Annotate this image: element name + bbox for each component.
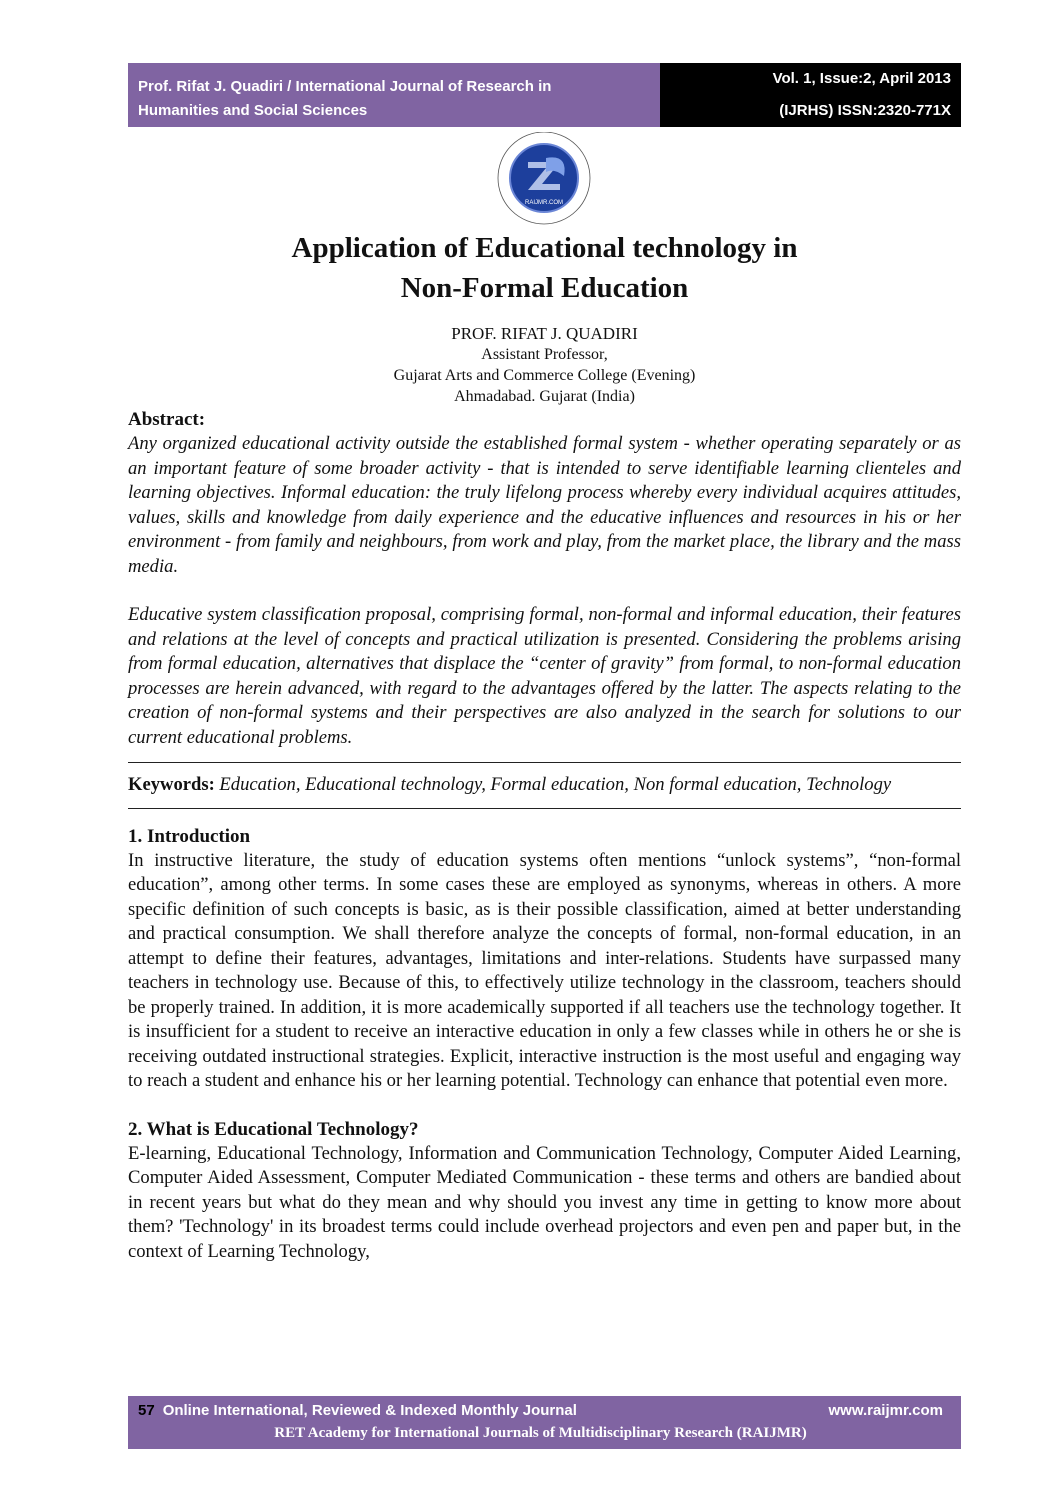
header-volume-info	[660, 63, 961, 127]
page-footer	[128, 1396, 961, 1449]
page-number: 57	[138, 1402, 155, 1419]
author-position: Assistant Professor,	[481, 346, 608, 363]
abstract-heading: Abstract:	[128, 409, 206, 430]
author-block	[128, 323, 961, 407]
section-2-text: E-learning, Educational Technology, Information and Communication Technology, Computer Aided Learning, Computer Aided Assessment, Computer Mediated Communication - these terms and others are bandied about in recent years but what do they mean and why should you invest any time in getting to know more about them? 'Technology' in its broadest terms could include overhead projectors and even pen and paper but, in the context of Learning Technology,	[128, 1142, 961, 1262]
paper-title	[128, 228, 961, 308]
page-header	[128, 63, 961, 127]
title-line2: Non-Formal Education	[400, 272, 689, 304]
section-2-heading: 2. What is Educational Technology?	[128, 1118, 419, 1140]
author-name: PROF. RIFAT J. QUADIRI	[451, 324, 638, 343]
header-right-line1: Vol. 1, Issue:2, April 2013	[772, 70, 951, 87]
header-left-line2: Humanities and Social Sciences	[138, 102, 368, 119]
main-content	[128, 408, 961, 1264]
section-1-text: In instructive literature, the study of education systems often mentions “unlock systems”, “non-formal education”, among other terms. In some cases these are employed as synonyms, whereas in others. A more specific definition of such concepts is basic, as is their possible classification, aimed at better understanding and practical consumption. We shall therefore analyze the concepts of formal, non-formal education, in an attempt to define their features, advantages, limitations and inter-relations. Students have surpassed many teachers in technology use. Because of this, to effectively utilize technology in the classroom, teachers should be properly trained. In addition, it is more academically supported if all teachers use the technology together. It is insufficient for a student to receive an interactive education in only a few classes while in others he or she is receiving outdated instructional strategies. Explicit, interactive instruction is the most useful and engaging way to reach a student and enhance his or her learning potential. Technology can enhance that potential even more.	[128, 849, 961, 1091]
footer-journal-line: Online International, Reviewed & Indexed Monthly Journal	[162, 1402, 577, 1419]
raijmr-logo-icon	[484, 132, 604, 232]
keywords	[128, 773, 961, 798]
footer-academy: RET Academy for International Journals of Multidisciplinary Research (RAIJMR)	[274, 1425, 807, 1441]
header-right-line2: (IJRHS) ISSN:2320-771X	[779, 102, 951, 119]
keywords-text: Education, Educational technology, Formal education, Non formal education, Technology	[214, 774, 892, 795]
section-1-heading: 1. Introduction	[128, 825, 251, 847]
abstract-paragraph-1: Any organized educational activity outside the established formal system - whether operating separately or as an important feature of some broader activity - that is intended to serve identifiable learning clienteles and learning objectives. Informal education: the truly lifelong process whereby every individual acquires attitudes, values, skills and knowledge from daily experience and the educative influences and resources in his or her environment - from family and neighbours, from work and play, from the market place, the library and the mass media.	[128, 433, 961, 577]
author-institution: Gujarat Arts and Commerce College (Evening)	[393, 367, 696, 384]
logo-text: RAIJMR.COM	[525, 200, 563, 206]
title-line1: Application of Educational technology in	[291, 232, 798, 264]
footer-website[interactable]: www.raijmr.com	[828, 1402, 943, 1419]
author-location: Ahmadabad. Gujarat (India)	[454, 388, 635, 405]
header-journal-name	[128, 63, 660, 127]
journal-logo	[484, 132, 604, 232]
header-left-line1: Prof. Rifat J. Quadiri / International Journal of Research in	[138, 78, 552, 95]
keywords-label: Keywords:	[128, 774, 215, 795]
abstract-paragraph-2: Educative system classification proposal, comprising formal, non-formal and informal education, their features and relations at the level of concepts and practical utilization is presented. Considering the problems arising from formal education, alternatives that displace the “center of gravity” from formal, to non-formal education processes are herein advanced, with regard to the advantages offered by the latter. The aspects relating to the creation of non-formal systems and their perspectives are also analyzed in the search for solutions to our current educational problems.	[128, 604, 961, 748]
